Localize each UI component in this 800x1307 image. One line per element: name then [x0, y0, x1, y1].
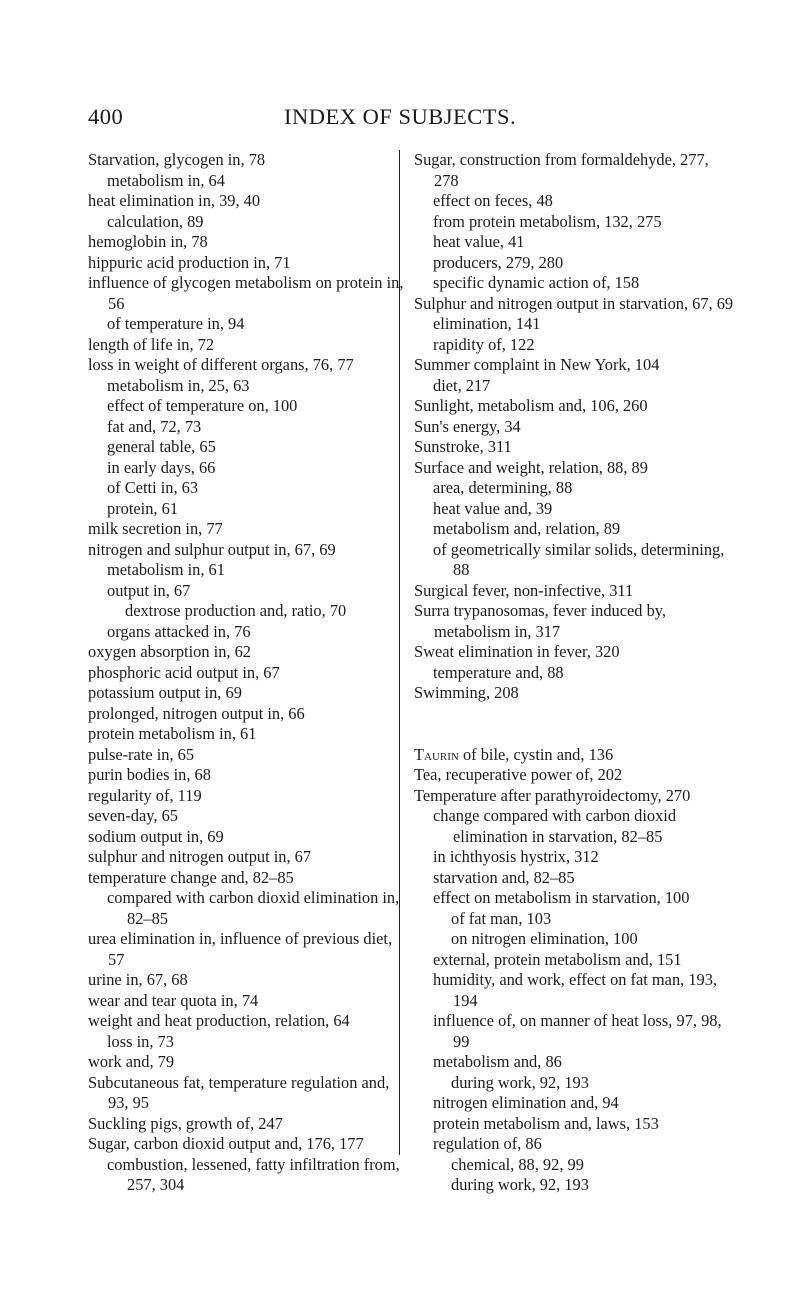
- index-entry: protein metabolism in, 61: [88, 724, 257, 743]
- index-column-left: [88, 150, 404, 1196]
- index-entry: pulse-rate in, 65: [88, 744, 195, 764]
- index-entry: influence of glycogen metabolism on protein in, 56: [88, 273, 404, 313]
- index-entry: nitrogen elimination and, 94: [433, 1093, 619, 1112]
- index-entry: Suckling pigs, growth of, 247: [88, 1113, 283, 1133]
- index-entry: milk secretion in, 77: [88, 519, 223, 538]
- index-entry: fat and, 72, 73: [107, 416, 202, 436]
- index-entry: calculation, 89: [107, 211, 204, 231]
- index-entry: chemical, 88, 92, 99: [451, 1154, 584, 1174]
- index-entry: external, protein metabolism and, 151: [433, 949, 682, 969]
- index-entry: starvation and, 82–85: [433, 867, 575, 887]
- index-entry: metabolism and, 86: [433, 1052, 562, 1071]
- index-entry: on nitrogen elimination, 100: [451, 929, 638, 948]
- index-entry: metabolism and, relation, 89: [433, 519, 621, 538]
- index-entry: wear and tear quota in, 74: [88, 990, 259, 1010]
- index-entry: of temperature in, 94: [107, 314, 245, 333]
- index-entry: of geometrically similar solids, determining, 88: [433, 539, 725, 579]
- index-entry: Swimming, 208: [414, 683, 519, 702]
- index-entry: during work, 92, 193: [451, 1175, 589, 1194]
- index-entry: prolonged, nitrogen output in, 66: [88, 703, 305, 723]
- running-title: INDEX OF SUBJECTS.: [284, 104, 517, 129]
- page-number: 400: [88, 104, 124, 129]
- index-entry: metabolism in, 61: [107, 560, 225, 579]
- index-entry: in early days, 66: [107, 457, 216, 477]
- index-entry: Sweat elimination in fever, 320: [414, 642, 620, 661]
- index-entry: hemoglobin in, 78: [88, 232, 208, 251]
- index-entry: of fat man, 103: [451, 908, 552, 928]
- index-entry: effect of temperature on, 100: [107, 396, 298, 415]
- index-entry: Taurin of bile, cystin and, 136: [414, 744, 614, 764]
- index-entry: elimination, 141: [433, 314, 541, 333]
- index-entry: length of life in, 72: [88, 334, 215, 354]
- index-entry: effect on feces, 48: [433, 191, 553, 210]
- index-entry: weight and heat production, relation, 64: [88, 1011, 350, 1030]
- index-entry: heat elimination in, 39, 40: [88, 191, 261, 210]
- index-entry: sodium output in, 69: [88, 826, 224, 846]
- index-entry: producers, 279, 280: [433, 252, 564, 272]
- index-entry: Sunstroke, 311: [414, 437, 512, 456]
- index-entry: rapidity of, 122: [433, 334, 535, 354]
- index-entry: output in, 67: [107, 580, 191, 600]
- index-entry: Sun's energy, 34: [414, 416, 521, 436]
- index-entry: protein metabolism and, laws, 153: [433, 1113, 659, 1133]
- index-entry: seven-day, 65: [88, 806, 178, 825]
- index-entry: Sulphur and nitrogen output in starvation, 67, 69: [414, 293, 734, 313]
- index-entry: sulphur and nitrogen output in, 67: [88, 847, 312, 866]
- index-entry: diet, 217: [433, 375, 491, 395]
- index-entry: temperature and, 88: [433, 662, 564, 682]
- index-entry: metabolism in, 64: [107, 170, 225, 190]
- index-entry: organs attacked in, 76: [107, 621, 251, 641]
- index-entry: Surra trypanosomas, fever induced by, metabolism in, 317: [414, 601, 667, 641]
- index-entry: nitrogen and sulphur output in, 67, 69: [88, 539, 336, 559]
- index-entry: hippuric acid production in, 71: [88, 252, 291, 272]
- index-entry: urea elimination in, influence of previous diet, 57: [88, 929, 393, 969]
- index-entry: phosphoric acid output in, 67: [88, 662, 280, 682]
- index-entry: Sugar, construction from formaldehyde, 277, 278: [414, 150, 709, 190]
- index-entry: Sunlight, metabolism and, 106, 260: [414, 396, 648, 415]
- index-column-right: [399, 150, 736, 1194]
- index-entry: during work, 92, 193: [451, 1072, 589, 1092]
- index-entry: metabolism in, 25, 63: [107, 375, 250, 395]
- index-entry: humidity, and work, effect on fat man, 193, 194: [433, 970, 718, 1010]
- index-entry: protein, 61: [107, 498, 179, 518]
- index-entry: work and, 79: [88, 1052, 175, 1071]
- index-entry: combustion, lessened, fatty infiltration from, 257, 304: [107, 1154, 400, 1194]
- index-entry: Starvation, glycogen in, 78: [88, 150, 266, 169]
- index-entry: Subcutaneous fat, temperature regulation and, 93, 95: [88, 1072, 390, 1112]
- index-entry: loss in, 73: [107, 1031, 174, 1051]
- index-entry: general table, 65: [107, 437, 216, 456]
- index-entry: Tea, recuperative power of, 202: [414, 765, 623, 784]
- index-entry: change compared with carbon dioxid elimination in starvation, 82–85: [433, 806, 677, 846]
- index-entry: Sugar, carbon dioxid output and, 176, 177: [88, 1134, 364, 1153]
- index-entry: Temperature after parathyroidectomy, 270: [414, 785, 691, 805]
- index-entry: Surface and weight, relation, 88, 89: [414, 457, 648, 477]
- index-entry: oxygen absorption in, 62: [88, 642, 251, 661]
- index-entry: effect on metabolism in starvation, 100: [433, 888, 690, 907]
- index-entry: in ichthyosis hystrix, 312: [433, 847, 599, 866]
- index-entry: from protein metabolism, 132, 275: [433, 211, 662, 231]
- index-entry: heat value, 41: [433, 232, 525, 251]
- index-entry: compared with carbon dioxid elimination in, 82–85: [107, 888, 400, 928]
- index-entry: heat value and, 39: [433, 498, 553, 518]
- index-entry: urine in, 67, 68: [88, 970, 188, 989]
- index-entry: dextrose production and, ratio, 70: [125, 601, 347, 620]
- index-entry: regularity of, 119: [88, 785, 202, 805]
- section-gap: [414, 704, 736, 745]
- index-entry: Summer complaint in New York, 104: [414, 355, 660, 374]
- index-entry: specific dynamic action of, 158: [433, 273, 640, 292]
- index-entry: temperature change and, 82–85: [88, 867, 294, 887]
- index-entry: loss in weight of different organs, 76, 77: [88, 355, 354, 374]
- index-entry: influence of, on manner of heat loss, 97, 98, 99: [433, 1011, 722, 1051]
- index-entry: purin bodies in, 68: [88, 765, 211, 784]
- index-entry: area, determining, 88: [433, 478, 573, 497]
- index-entry: regulation of, 86: [433, 1134, 542, 1153]
- index-entry: Surgical fever, non-infective, 311: [414, 580, 634, 600]
- index-entry: potassium output in, 69: [88, 683, 242, 702]
- index-entry: of Cetti in, 63: [107, 478, 199, 497]
